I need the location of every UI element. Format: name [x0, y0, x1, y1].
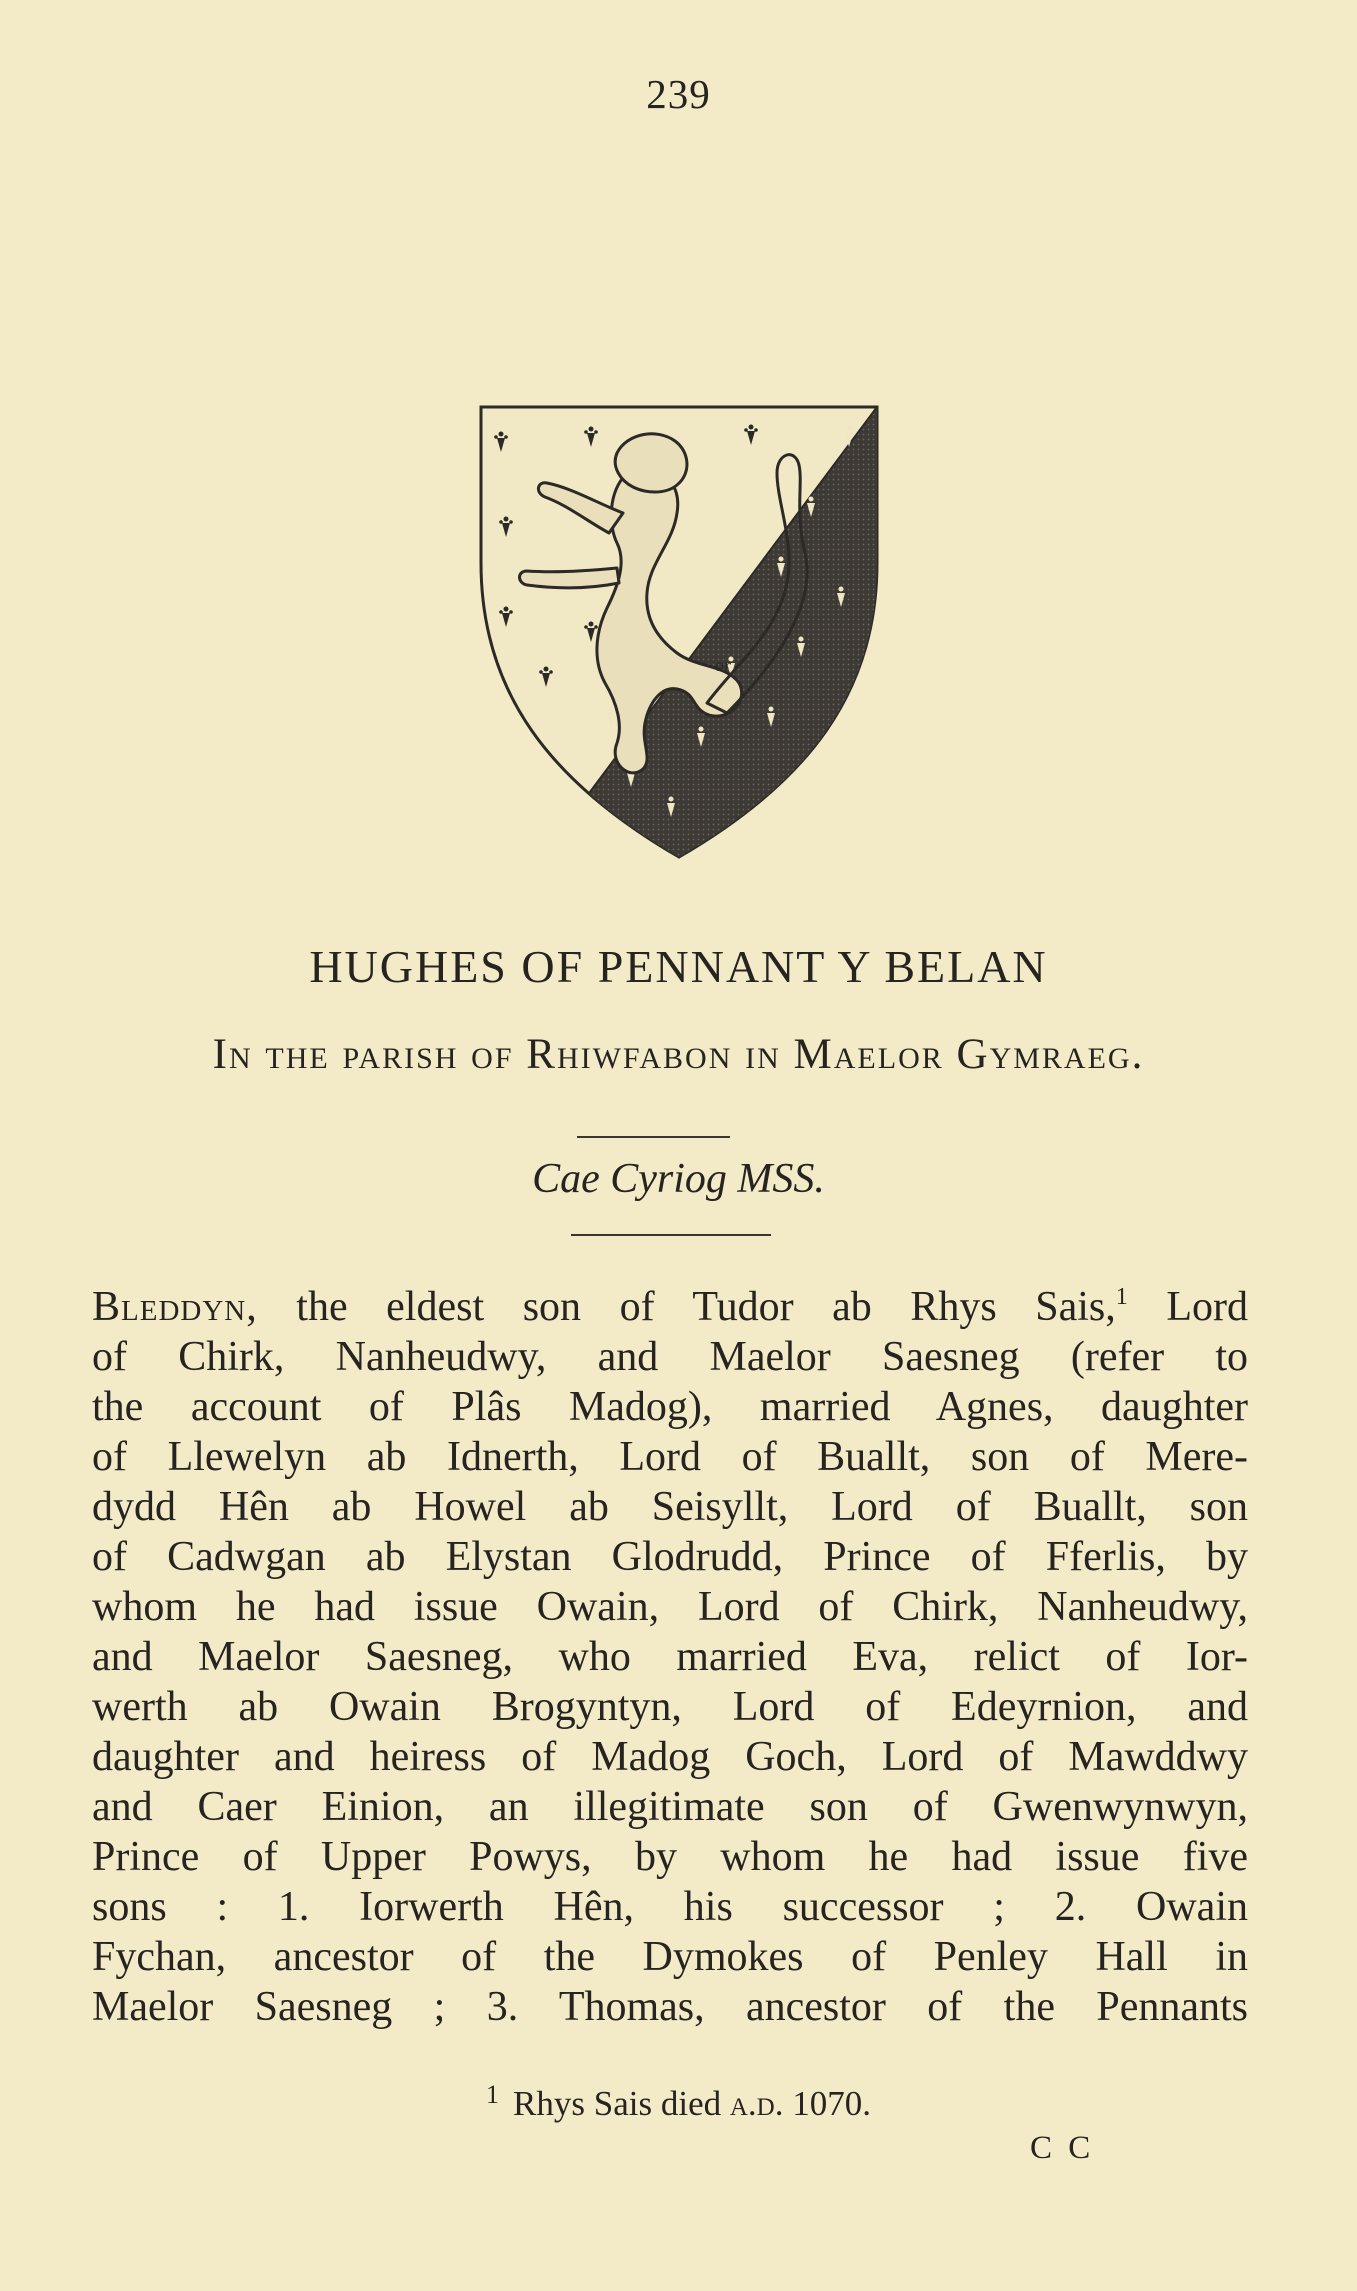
footnote-reference: 1 — [1115, 1284, 1128, 1310]
page-number: 239 — [646, 71, 711, 117]
text-line: Prince of Upper Powys, by whom he had issue five — [92, 1834, 1248, 1880]
text-line: daughter and heiress of Madog Goch, Lord of Mawddwy — [92, 1734, 1248, 1780]
text-line: and Maelor Saesneg, who married Eva, relict of Ior- — [92, 1634, 1248, 1680]
footnote-text: Rhys Sais died — [513, 2084, 730, 2123]
first-line-end: Lord — [1127, 1284, 1248, 1330]
text-line: dydd Hên ab Howel ab Seisyllt, Lord of Buallt, son — [92, 1484, 1248, 1530]
divider-top — [577, 1136, 730, 1138]
body-paragraph — [92, 1282, 1248, 2032]
text-line: of Cadwgan ab Elystan Glodrudd, Prince of Fferlis, by — [92, 1534, 1248, 1580]
text-line: werth ab Owain Brogyntyn, Lord of Edeyrnion, and — [92, 1684, 1248, 1730]
footnote-year: 1070. — [783, 2084, 871, 2123]
subtitle: In the parish of Rhiwfabon in Maelor Gymraeg. — [212, 1031, 1145, 1078]
footnote-mark: 1 — [486, 2080, 500, 2109]
text-line — [92, 1282, 1248, 1332]
text-line: of Llewelyn ab Idnerth, Lord of Buallt, son of Mere- — [92, 1434, 1248, 1480]
text-line: whom he had issue Owain, Lord of Chirk, Nanheudwy, — [92, 1584, 1248, 1630]
source-citation: Cae Cyriog MSS. — [532, 1156, 825, 1202]
first-line-text: the eldest son of Tudor ab Rhys Sais, — [257, 1284, 1116, 1330]
coat-of-arms — [477, 403, 881, 861]
text-line: Fychan, ancestor of the Dymokes of Penley Hall in — [92, 1934, 1248, 1980]
lion-rampant-ermine-shield-icon — [477, 403, 881, 861]
text-line: the account of Plâs Madog), married Agnes, daughter — [92, 1384, 1248, 1430]
text-line: and Caer Einion, an illegitimate son of Gwenwynwyn, — [92, 1784, 1248, 1830]
signature-mark: C C — [1030, 2130, 1095, 2166]
footnote-era: a.d. — [729, 2084, 784, 2123]
text-line: Maelor Saesneg ; 3. Thomas, ancestor of the Pennants — [92, 1984, 1248, 2030]
footnote — [0, 2080, 1357, 2124]
text-line: sons : 1. Iorwerth Hên, his successor ; 2. Owain — [92, 1884, 1248, 1930]
text-line: of Chirk, Nanheudwy, and Maelor Saesneg (refer to — [92, 1334, 1248, 1380]
lead-word: Bleddyn, — [92, 1284, 258, 1330]
divider-bottom — [571, 1234, 771, 1236]
tincture-label: or — [715, 655, 732, 675]
page-title: HUGHES OF PENNANT Y BELAN — [309, 941, 1048, 992]
